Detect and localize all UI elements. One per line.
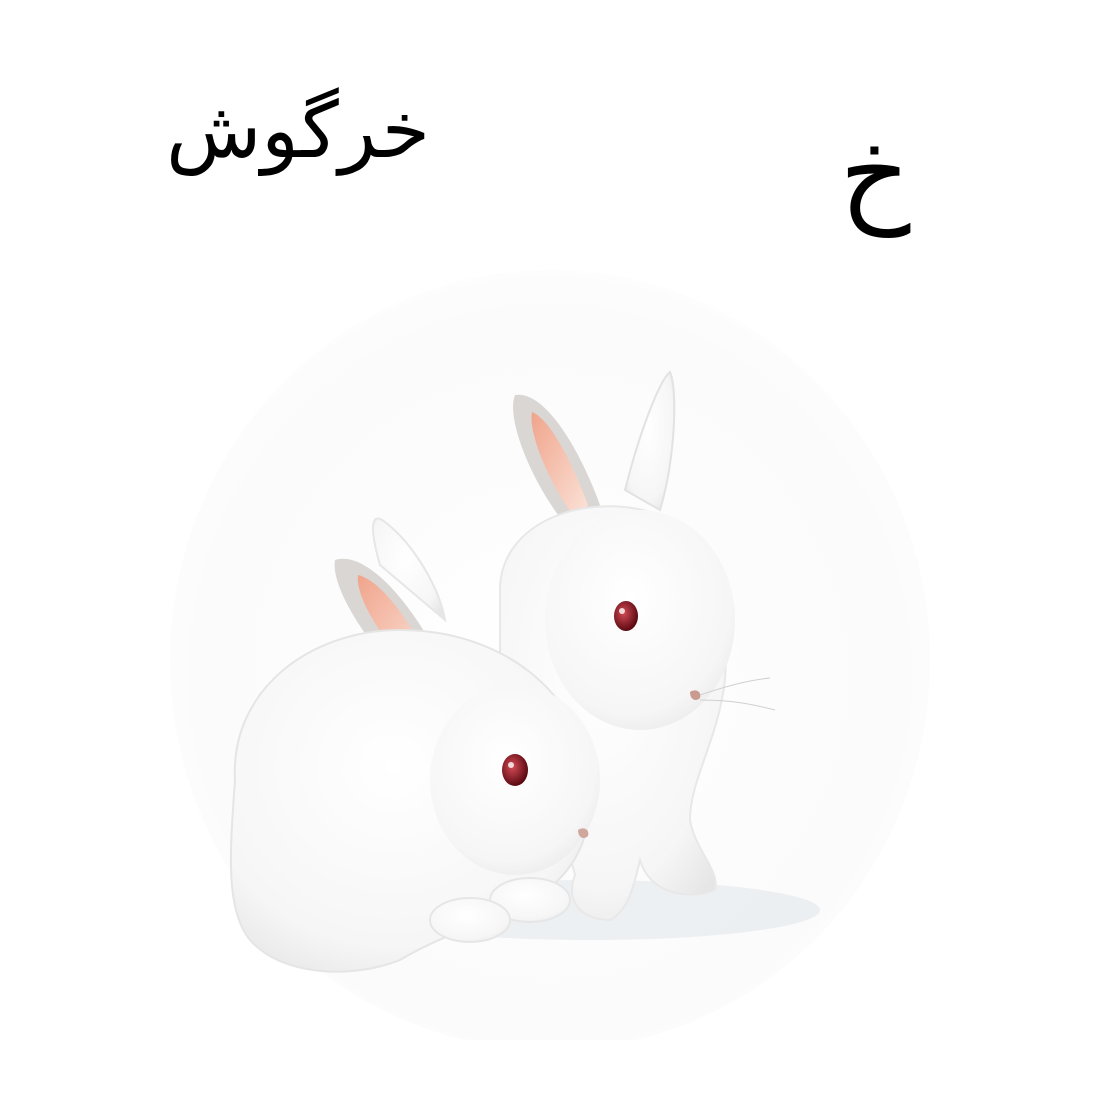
back-rabbit-head [545, 510, 735, 730]
word-label: خرگوش [166, 86, 430, 176]
rabbits-photo [170, 260, 930, 1040]
front-rabbit-paw-right [430, 898, 510, 942]
letter-label: خ [839, 109, 911, 237]
back-rabbit-eye [614, 601, 638, 631]
back-rabbit-eye-highlight [619, 608, 625, 614]
two-white-rabbits-icon [170, 260, 930, 1040]
front-rabbit-eye-highlight [508, 762, 514, 768]
front-rabbit-eye [502, 754, 528, 786]
